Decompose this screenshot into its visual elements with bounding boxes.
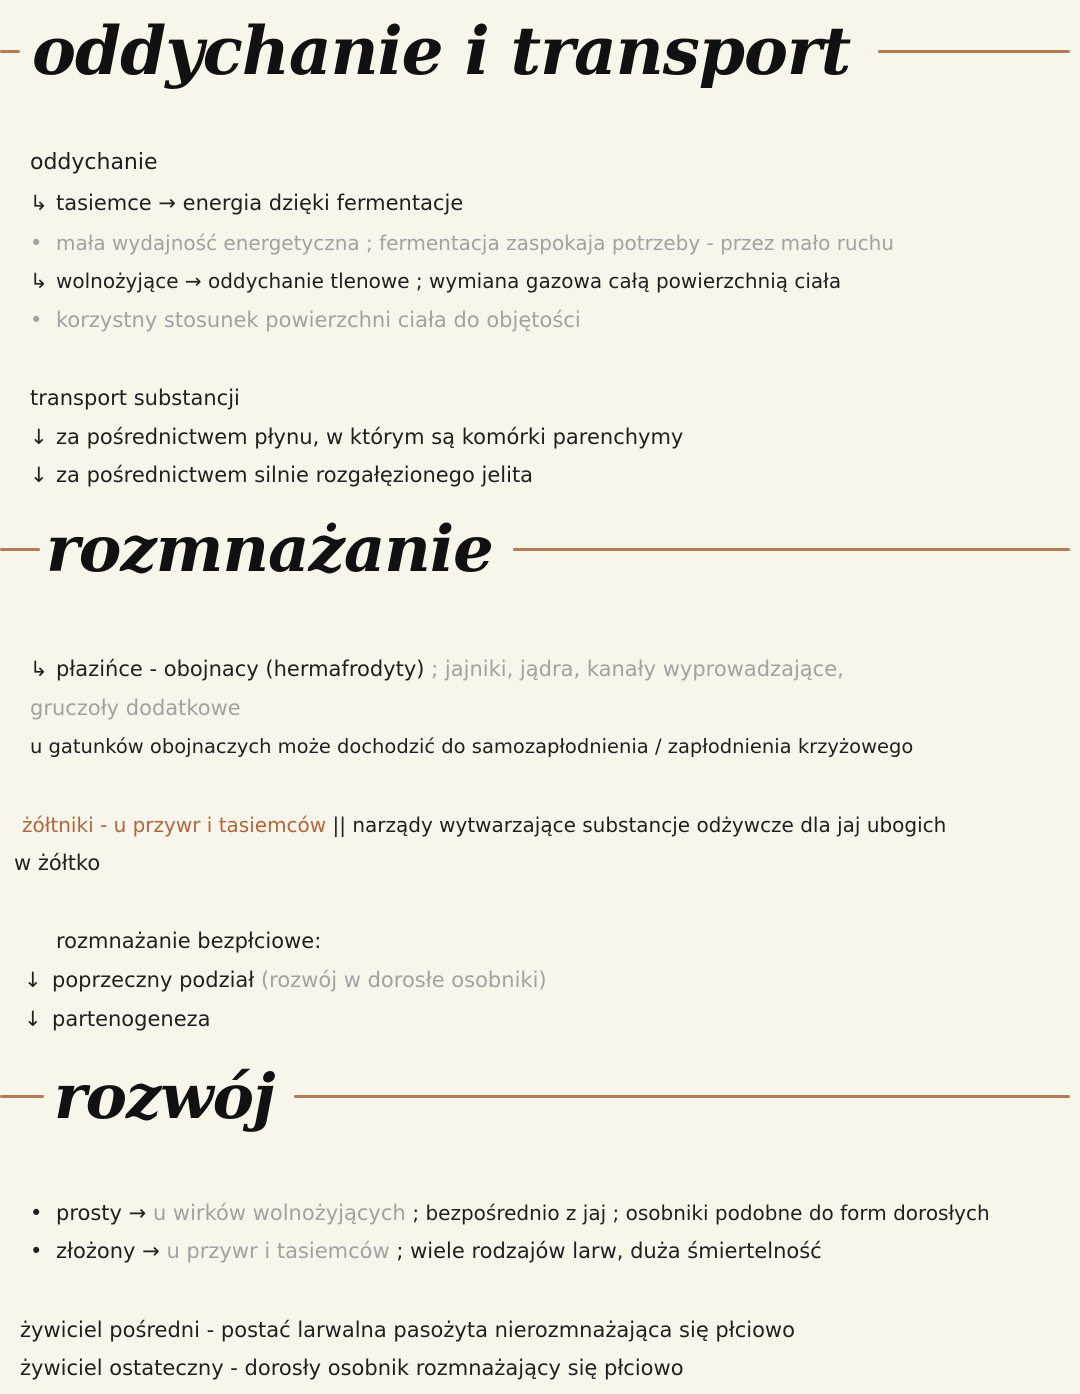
list-item: ↓ za pośrednictwem silnie rozgałęzionego jelita	[30, 460, 1068, 490]
down-arrow-icon: ↓	[24, 968, 42, 992]
list-item: gruczoły dodatkowe	[30, 696, 241, 720]
list-item: • korzystny stosunek powierzchni ciała do objętości	[30, 305, 1068, 335]
right-arrow-icon: →	[128, 1201, 147, 1225]
subtitle-respiration: oddychanie	[30, 150, 158, 175]
divider	[0, 548, 40, 551]
bullet-icon: •	[30, 231, 43, 255]
section-title: rozmnażanie	[46, 512, 493, 587]
term: żółtniki - u przywr i tasiemców	[22, 813, 327, 837]
subtitle-transport: transport substancji	[30, 386, 240, 410]
definition: żółtniki - u przywr i tasiemców || narządy wytwarzające substancje odżywcze dla jaj ubogich	[22, 813, 947, 837]
list-item: ↳ płazińce - obojnacy (hermafrodyty) ; jajniki, jądra, kanały wyprowadzające,	[30, 654, 1068, 684]
page-title: oddychanie i transport	[32, 12, 851, 90]
corner-arrow-icon: ↳	[30, 269, 48, 293]
list-item: ↳ tasiemce → energia dzięki fermentacje	[30, 188, 1068, 218]
list-item: • prosty → u wirków wolnożyjących ; bezpośrednio z jaj ; osobniki podobne do form dorosłych	[30, 1198, 1068, 1228]
heading-respiration	[0, 12, 1080, 90]
down-arrow-icon: ↓	[24, 1007, 42, 1031]
section-title: rozwój	[54, 1060, 275, 1133]
list-item: ↓ za pośrednictwem płynu, w którym są komórki parenchymy	[30, 422, 1068, 452]
right-arrow-icon: →	[142, 1239, 160, 1263]
divider	[0, 50, 20, 53]
definition: żywiciel ostateczny - dorosły osobnik rozmnażający się płciowo	[20, 1356, 684, 1380]
divider	[294, 1095, 1070, 1098]
divider	[878, 50, 1070, 53]
divider	[513, 548, 1070, 551]
list-item: u gatunków obojnaczych może dochodzić do samozapłodnienia / zapłodnienia krzyżowego	[30, 735, 914, 758]
list-item: • złożony → u przywr i tasiemców ; wiele rodzajów larw, duża śmiertelność	[30, 1236, 1068, 1266]
heading-reproduction	[0, 512, 1080, 587]
bullet-icon: •	[30, 1239, 43, 1263]
corner-arrow-icon: ↳	[30, 191, 48, 215]
down-arrow-icon: ↓	[30, 425, 48, 449]
corner-arrow-icon: ↳	[30, 657, 48, 681]
list-item: ↳ wolnożyjące → oddychanie tlenowe ; wymiana gazowa całą powierzchnią ciała	[30, 266, 1068, 296]
bullet-icon: •	[30, 1201, 43, 1225]
heading-development	[0, 1060, 1080, 1133]
subtitle-asexual: rozmnażanie bezpłciowe:	[56, 929, 322, 953]
divider	[0, 1095, 44, 1098]
definition: żywiciel pośredni - postać larwalna pasożyta nierozmnażająca się płciowo	[20, 1318, 795, 1342]
definition-cont: w żółtko	[14, 851, 101, 875]
bullet-icon: •	[30, 308, 43, 332]
list-item: • mała wydajność energetyczna ; fermentacja zaspokaja potrzeby - przez mało ruchu	[30, 228, 1068, 258]
down-arrow-icon: ↓	[30, 463, 48, 487]
list-item: ↓ poprzeczny podział (rozwój w dorosłe osobniki)	[24, 965, 1068, 995]
list-item: ↓ partenogeneza	[24, 1004, 1068, 1034]
